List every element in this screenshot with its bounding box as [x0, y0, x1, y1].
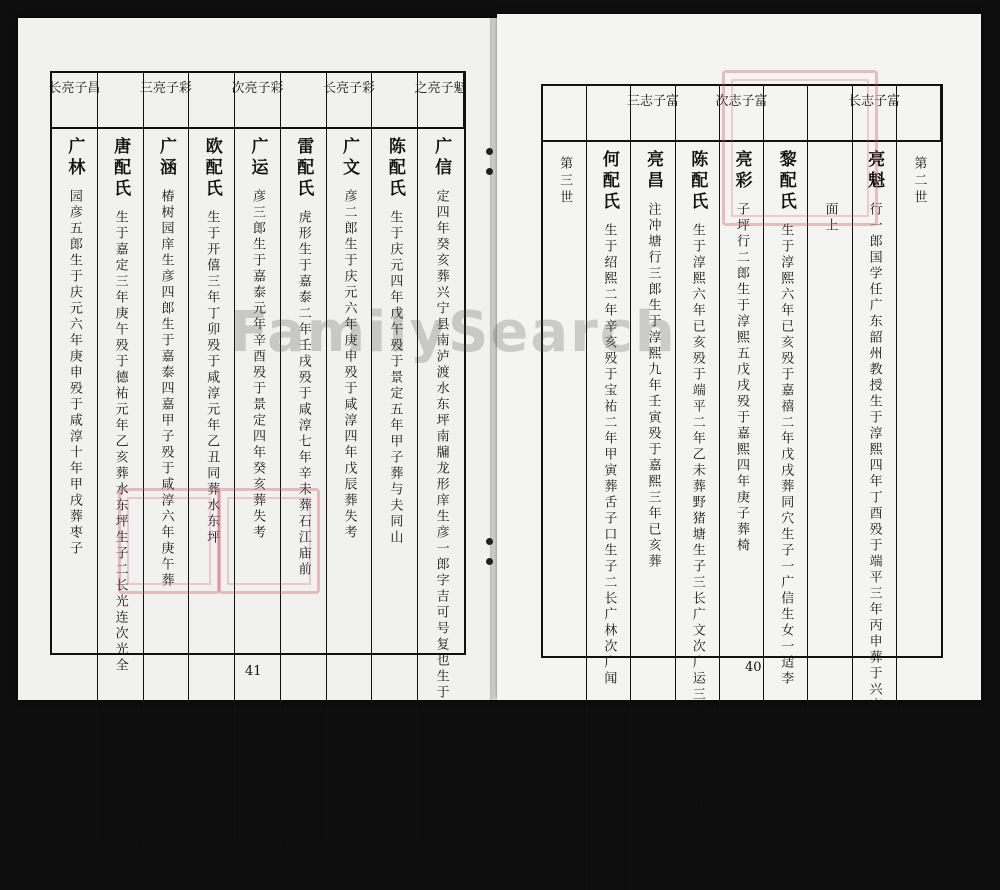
- entry-column: [327, 129, 373, 845]
- entry-name: 陈配氏: [687, 150, 708, 213]
- entry-name: 欧配氏: [201, 137, 222, 200]
- red-seal-stamp: [218, 488, 320, 594]
- entry-name: 陈配氏: [384, 137, 405, 200]
- header-cell: [139, 73, 192, 129]
- header-cell: [231, 73, 284, 129]
- entry-name: 亮魁: [864, 150, 885, 192]
- entry-name: 广文: [339, 137, 360, 179]
- header-cell: [98, 73, 144, 129]
- entry-column: [281, 129, 327, 845]
- entry-column: [144, 129, 190, 845]
- entry-text: 彦二郎生于庆元六年庚申殁于咸淳四年戊辰葬失考: [341, 189, 357, 541]
- entry-column: [235, 129, 281, 845]
- header-cell: [323, 73, 376, 129]
- generation-column: [897, 142, 941, 890]
- generation-column: [543, 142, 587, 890]
- entry-name: 广涵: [155, 137, 176, 179]
- entry-text: 行一郎国学任广东韶州教授生于淳熙四年丁酉殁于端平三年丙申葬于兴甯县南吴崑山污泡塘右边路: [866, 202, 882, 890]
- header-cell: [48, 73, 101, 129]
- entry-name: 广林: [64, 137, 85, 179]
- binding-hole: [486, 168, 493, 175]
- entry-name: 亮彩: [731, 150, 752, 192]
- entry-name: 何配氏: [598, 150, 619, 213]
- header-cell: [372, 73, 418, 129]
- entry-column: [764, 142, 808, 890]
- binding-hole: [486, 148, 493, 155]
- entry-text: 生于绍熙二年辛亥殁于宝祐二年甲寅葬舌子口生子二长广林次广闻: [601, 223, 617, 687]
- header-cell: [676, 86, 720, 142]
- binding-hole: [486, 558, 493, 565]
- entry-text: 彦三郎生于嘉泰元年辛酉殁于景定四年癸亥葬失考: [249, 189, 265, 541]
- entry-column: [189, 129, 235, 845]
- entry-column: [631, 142, 675, 890]
- entry-text: 生于庆元四年戊午殁于景定五年甲子葬与夫同山: [387, 210, 403, 546]
- entry-column: [52, 129, 98, 845]
- entry-text: 定四年癸亥葬兴宁县南泸渡水东坪南牖龙形庠生彦一郎字吉可号复也生于庆元二年丙辰殁于景: [433, 189, 449, 845]
- page-number: 41: [245, 664, 262, 679]
- header-text: 之亮子魁: [414, 81, 467, 96]
- entry-text: 园彦五郎生于庆元六年庚申殁于咸淳十年甲戌葬枣子: [66, 189, 82, 557]
- header-cell: [587, 86, 631, 142]
- entry-column: [720, 142, 764, 890]
- entry-column: [808, 142, 852, 890]
- header-cell: [627, 86, 680, 142]
- header-text: 长亮子彩: [323, 81, 376, 96]
- entry-text: 生于淳熙六年已亥殁于嘉禧二年戊戌葬同穴生子一广信生女一适李: [778, 223, 794, 687]
- binding-hole: [486, 538, 493, 545]
- red-seal-stamp: [722, 70, 878, 226]
- entry-text: 生于开僖三年丁卯殁于咸淳元年乙丑同葬水东坪: [204, 210, 220, 546]
- entry-name: 黎配氏: [775, 150, 796, 213]
- entry-column: [676, 142, 720, 890]
- generation-label: 第三世: [557, 156, 573, 207]
- header-text: 次志子富: [715, 94, 768, 109]
- entry-text: 生于淳熙六年已亥殁于端平二年乙未葬野猪塘生子三长广文次广运三广涵生女一适林: [689, 223, 705, 815]
- header-text: 三志子富: [627, 94, 680, 109]
- red-seal-stamp: [118, 488, 220, 594]
- header-text: 次亮子彩: [231, 81, 284, 96]
- header-cell: [281, 73, 327, 129]
- watermark-text: FamilySearch: [230, 300, 677, 365]
- header-cell: [543, 86, 587, 142]
- entry-column: [853, 142, 897, 890]
- entry-text: 面上: [822, 202, 838, 234]
- header-cell: [414, 73, 467, 129]
- entry-name: 雷配氏: [293, 137, 314, 200]
- entry-name: 唐配氏: [110, 137, 131, 200]
- generation-label: 第二世: [911, 156, 927, 207]
- header-text: 长志子富: [848, 94, 901, 109]
- entry-text: 子坪行二郎生于淳熙五戊戌殁于嘉熙四年庚子葬椅: [733, 202, 749, 554]
- header-text: 三亮子彩: [139, 81, 192, 96]
- entry-name: 广信: [431, 137, 452, 179]
- entry-text: 注冲塘行三郎生于淳熙九年壬寅殁于嘉熙三年已亥葬: [645, 202, 661, 570]
- entry-text: 椿树园庠生彦四郎生于嘉泰四嘉甲子殁于咸淳六年庚午葬: [158, 189, 174, 589]
- entry-column: [98, 129, 144, 845]
- header-text: 长亮子昌: [48, 81, 101, 96]
- header-cell: [189, 73, 235, 129]
- entry-column: [587, 142, 631, 890]
- entry-column: [372, 129, 418, 845]
- entry-text: 生于嘉定三年庚午殁于德祐元年乙亥葬水东坪生子二长光连次光全: [112, 210, 128, 674]
- header-cell: [897, 86, 941, 142]
- entry-name: 广运: [247, 137, 268, 179]
- entry-text: 虎形生于嘉泰二年壬戌殁于咸淳七年辛未葬石江庙前: [295, 210, 311, 578]
- page-number: 40: [745, 660, 762, 675]
- entry-name: 亮昌: [643, 150, 664, 192]
- entry-column: [418, 129, 464, 845]
